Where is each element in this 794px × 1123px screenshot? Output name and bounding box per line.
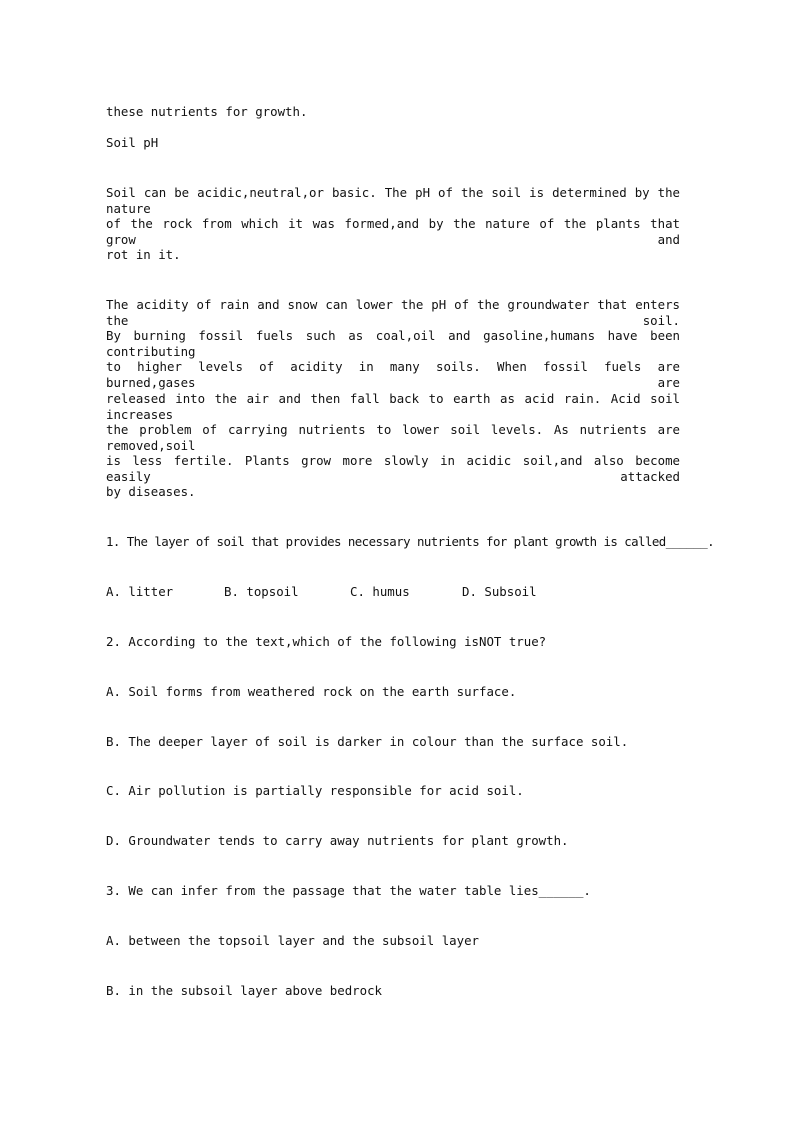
paragraph-line: the problem of carrying nutrients to lower soil levels. As nutrients are removed,soil — [106, 422, 680, 453]
question-2-stem: 2. According to the text,which of the following isNOT true? — [106, 634, 547, 649]
section-heading: Soil pH — [106, 135, 159, 150]
option-c: C. Air pollution is partially responsible for acid soil. — [106, 783, 524, 798]
paragraph-line: to higher levels of acidity in many soils. When fossil fuels are burned,gases are — [106, 359, 680, 390]
question-1-options — [106, 584, 537, 600]
option-b: B. in the subsoil layer above bedrock — [106, 983, 383, 998]
paragraph-line: Soil can be acidic,neutral,or basic. The pH of the soil is determined by the nature — [106, 185, 680, 216]
passage-continuation: these nutrients for growth. — [106, 104, 308, 119]
option-d: D. Subsoil — [462, 584, 537, 599]
option-c: C. humus — [350, 584, 410, 599]
option-b: B. topsoil — [224, 584, 299, 599]
paragraph-line: By burning fossil fuels such as coal,oil and gasoline,humans have been contributing — [106, 328, 680, 359]
option-d: D. Groundwater tends to carry away nutrients for plant growth. — [106, 833, 569, 848]
paragraph-line: is less fertile. Plants grow more slowly in acidic soil,and also become easily attacked — [106, 453, 680, 484]
option-b: B. The deeper layer of soil is darker in colour than the surface soil. — [106, 734, 629, 749]
question-1-stem: 1. The layer of soil that provides necessary nutrients for plant growth is called______. — [106, 534, 715, 549]
paragraph-line: rot in it. — [106, 247, 181, 262]
question-3-stem: 3. We can infer from the passage that the water table lies______. — [106, 883, 591, 898]
option-a: A. Soil forms from weathered rock on the earth surface. — [106, 684, 517, 699]
paragraph-line: released into the air and then fall back to earth as acid rain. Acid soil increases — [106, 391, 680, 422]
paragraph-line: The acidity of rain and snow can lower the pH of the groundwater that enters the soil. — [106, 297, 680, 328]
option-a: A. between the topsoil layer and the subsoil layer — [106, 933, 479, 948]
paragraph-line: by diseases. — [106, 484, 196, 499]
option-a: A. litter — [106, 584, 174, 599]
paragraph-line: of the rock from which it was formed,and by the nature of the plants that grow and — [106, 216, 680, 247]
